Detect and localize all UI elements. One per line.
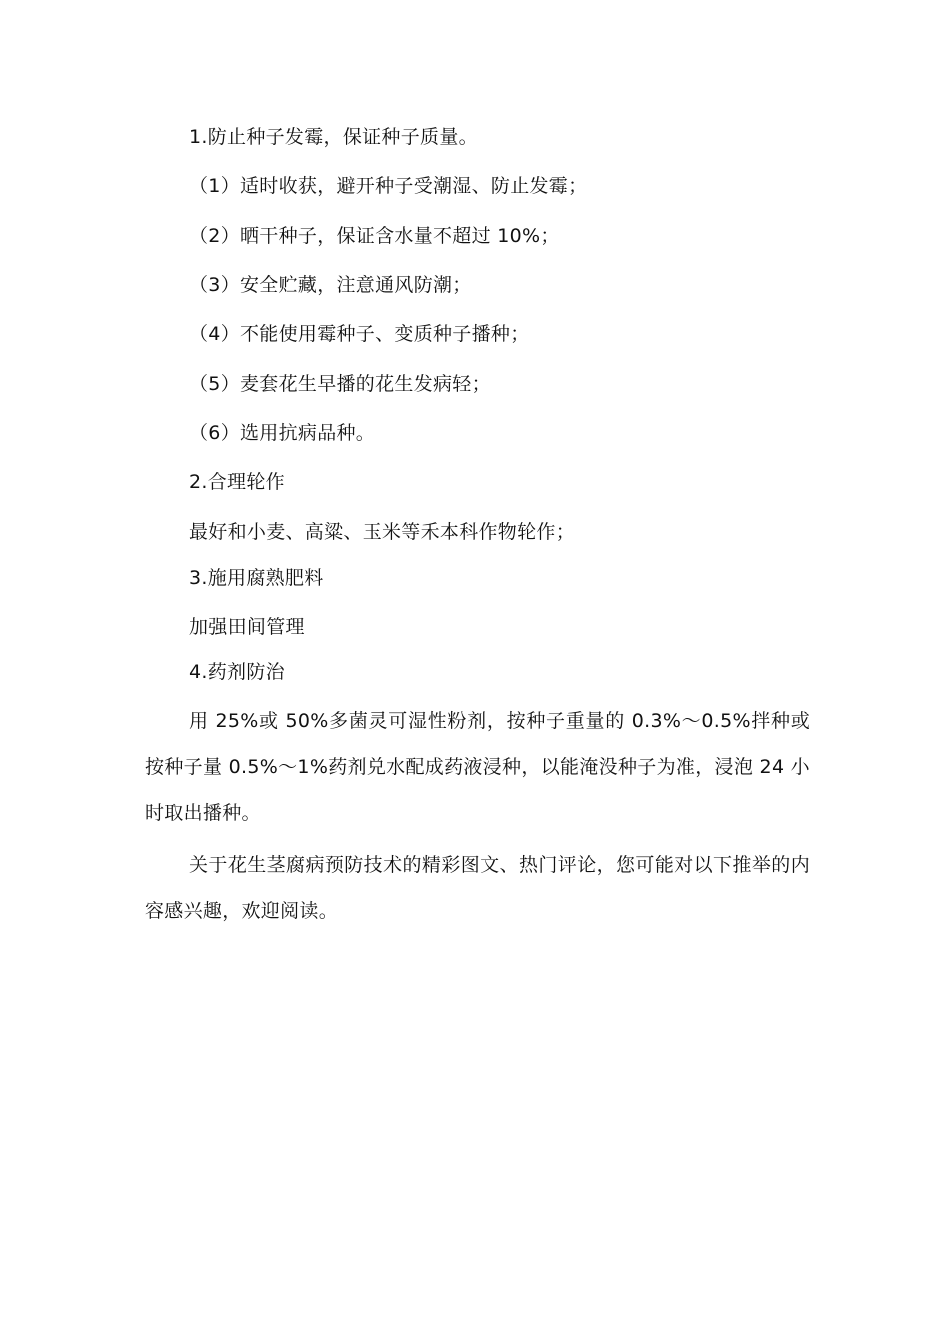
- section-heading-2: 2.合理轮作: [189, 471, 285, 493]
- paragraph-rotation: 最好和小麦、高粱、玉米等禾本科作物轮作；: [189, 521, 576, 543]
- section-heading-3: 3.施用腐熟肥料: [189, 567, 324, 589]
- paragraph-chemical-control: 用 25%或 50%多菌灵可湿性粉剂，按种子重量的 0.3%～0.5%拌种或按种子量 0.5%～1%药剂兑水配成药液浸种，以能淹没种子为准，浸泡 24 小时取出播种。: [145, 710, 810, 824]
- list-item-2: （2）晒干种子，保证含水量不超过 10%；: [189, 225, 560, 247]
- list-item-5: （5）麦套花生早播的花生发病轻；: [189, 373, 491, 395]
- list-item-6: （6）选用抗病品种。: [189, 422, 376, 444]
- list-item-3: （3）安全贮藏，注意通风防潮；: [189, 274, 472, 296]
- list-item-1: （1）适时收获，避开种子受潮湿、防止发霉；: [189, 175, 588, 197]
- section-heading-1: 1.防止种子发霉，保证种子质量。: [189, 126, 478, 148]
- list-item-4: （4）不能使用霉种子、变质种子播种；: [189, 323, 530, 345]
- paragraph-recommendation: 关于花生茎腐病预防技术的精彩图文、热门评论，您可能对以下推举的内容感兴趣，欢迎阅读。: [145, 854, 810, 922]
- paragraph-management: 加强田间管理: [189, 616, 305, 638]
- section-heading-4: 4.药剂防治: [189, 661, 285, 683]
